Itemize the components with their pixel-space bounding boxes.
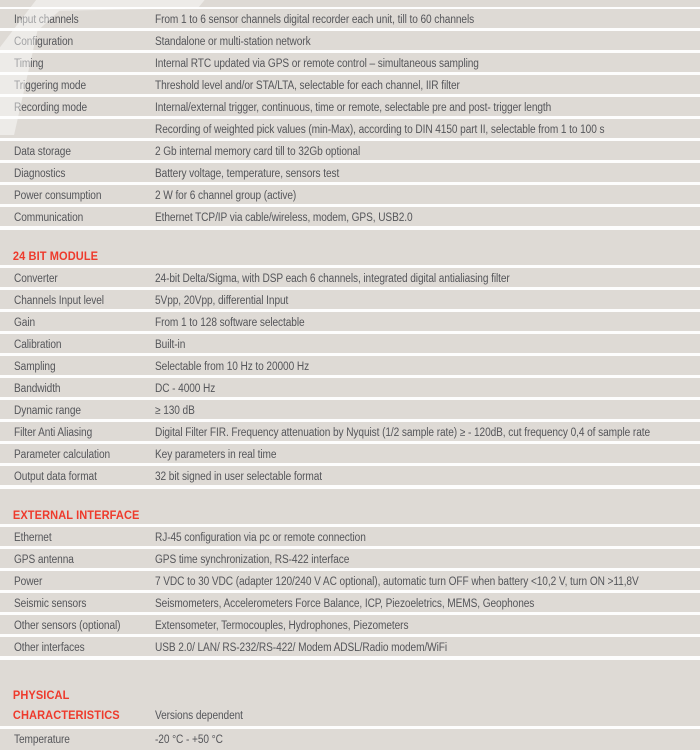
spec-label: Triggering mode (14, 79, 86, 92)
spec-label: Configuration (14, 35, 74, 48)
spec-label: Ethernet (14, 531, 52, 544)
spec-label: Bandwidth (14, 382, 61, 395)
table-row (0, 615, 700, 637)
section-gap (0, 660, 700, 676)
spec-label: Temperature (14, 733, 70, 746)
section-header-physical: PHYSICAL (12, 688, 70, 702)
spec-value: Battery voltage, temperature, sensors test (155, 167, 340, 180)
spec-value: GPS time synchronization, RS-422 interface (155, 553, 350, 566)
spec-value: 5Vpp, 20Vpp, differential Input (155, 294, 289, 307)
spec-value: Key parameters in real time (155, 448, 277, 461)
table-row (0, 9, 700, 31)
table-row (0, 119, 700, 141)
spec-label: Diagnostics (14, 167, 66, 180)
section-header-row (0, 246, 700, 268)
table-row (0, 97, 700, 119)
section-gap (0, 489, 700, 505)
spec-label: Seismic sensors (14, 597, 87, 610)
table-row (0, 378, 700, 400)
spec-label: Channels Input level (14, 294, 104, 307)
section-header-row (0, 676, 700, 704)
table-row (0, 185, 700, 207)
table-row (0, 571, 700, 593)
spec-value: 2 W for 6 channel group (active) (155, 189, 297, 202)
table-row (0, 593, 700, 615)
top-margin-strip (0, 0, 700, 9)
spec-value: Versions dependent (155, 710, 243, 722)
table-row (0, 75, 700, 97)
spec-value: 2 Gb internal memory card till to 32Gb optional (155, 145, 361, 158)
spec-value: From 1 to 6 sensor channels digital recorder each unit, till to 60 channels (155, 13, 475, 26)
spec-value: Internal RTC updated via GPS or remote control – simultaneous sampling (155, 57, 479, 70)
spec-label: Recording mode (14, 101, 88, 114)
table-row (0, 704, 700, 726)
spec-label: Gain (14, 316, 36, 329)
table-row (0, 141, 700, 163)
table-row (0, 527, 700, 549)
spec-value: Extensometer, Termocouples, Hydrophones, Piezometers (155, 619, 409, 632)
table-row (0, 312, 700, 334)
table-row (0, 444, 700, 466)
table-row (0, 729, 700, 748)
table-row (0, 163, 700, 185)
spec-label: Filter Anti Aliasing (14, 426, 93, 439)
spec-value: ≥ 130 dB (155, 404, 195, 417)
section-gap (0, 230, 700, 246)
section-header-external-interface: EXTERNAL INTERFACE (12, 507, 140, 522)
spec-value: Internal/external trigger, continuous, time or remote, selectable pre and post- trigger length (155, 101, 552, 114)
table-row (0, 356, 700, 378)
spec-value: Selectable from 10 Hz to 20000 Hz (155, 360, 310, 373)
physical-characteristics-block (0, 676, 700, 729)
spec-value: RJ-45 configuration via pc or remote connection (155, 531, 366, 544)
spec-label: Other sensors (optional) (14, 619, 121, 632)
spec-label: Power consumption (14, 189, 102, 202)
table-row (0, 466, 700, 485)
spec-label: Dynamic range (14, 404, 81, 417)
spec-label: Sampling (14, 360, 56, 373)
table-row (0, 268, 700, 290)
table-row (0, 422, 700, 444)
spec-value: Ethernet TCP/IP via cable/wireless, modem, GPS, USB2.0 (155, 211, 413, 224)
table-row (0, 400, 700, 422)
spec-value: From 1 to 128 software selectable (155, 316, 305, 329)
spec-value: 24-bit Delta/Sigma, with DSP each 6 channels, integrated digital antialiasing filter (155, 272, 510, 285)
spec-value: 32 bit signed in user selectable format (155, 470, 323, 483)
section-header-row (0, 505, 700, 527)
spec-label: Calibration (14, 338, 62, 351)
spec-label: Communication (14, 211, 84, 224)
table-row (0, 637, 700, 656)
spec-label: Converter (14, 272, 58, 285)
spec-value: Seismometers, Accelerometers Force Balance, ICP, Piezoeletrics, MEMS, Geophones (155, 597, 535, 610)
spec-value: Threshold level and/or STA/LTA, selectable for each channel, IIR filter (155, 79, 460, 92)
spec-value: Standalone or multi-station network (155, 35, 311, 48)
spec-value: Digital Filter FIR. Frequency attenuation by Nyquist (1/2 sample rate) ≥ - 120dB, cut frequency 0,4 of sample rate (155, 426, 651, 439)
table-row (0, 53, 700, 75)
spec-label: Power (14, 575, 43, 588)
table-row (0, 549, 700, 571)
spec-label: Parameter calculation (14, 448, 111, 461)
spec-value: Built-in (155, 338, 186, 351)
spec-label: Output data format (14, 470, 97, 483)
table-row (0, 290, 700, 312)
spec-value: USB 2.0/ LAN/ RS-232/RS-422/ Modem ADSL/Radio modem/WiFi (155, 641, 448, 654)
table-row (0, 334, 700, 356)
section-header-characteristics: CHARACTERISTICS (12, 708, 120, 722)
spec-label: GPS antenna (14, 553, 74, 566)
spec-value: Recording of weighted pick values (min-Max), according to DIN 4150 part II, selectable from 1 to 100 s (155, 123, 605, 136)
spec-value: DC - 4000 Hz (155, 382, 216, 395)
spec-label: Timing (14, 57, 44, 70)
spec-label: Data storage (14, 145, 71, 158)
spec-value: -20 °C - +50 °C (155, 733, 223, 746)
spec-label: Input channels (14, 13, 79, 26)
table-row (0, 207, 700, 226)
spec-label: Other interfaces (14, 641, 85, 654)
spec-value: 7 VDC to 30 VDC (adapter 120/240 V AC optional), automatic turn OFF when battery <10,2 V, turn ON >11,8V (155, 575, 639, 588)
table-row (0, 31, 700, 53)
section-header-24bit-module: 24 BIT MODULE (12, 248, 99, 263)
